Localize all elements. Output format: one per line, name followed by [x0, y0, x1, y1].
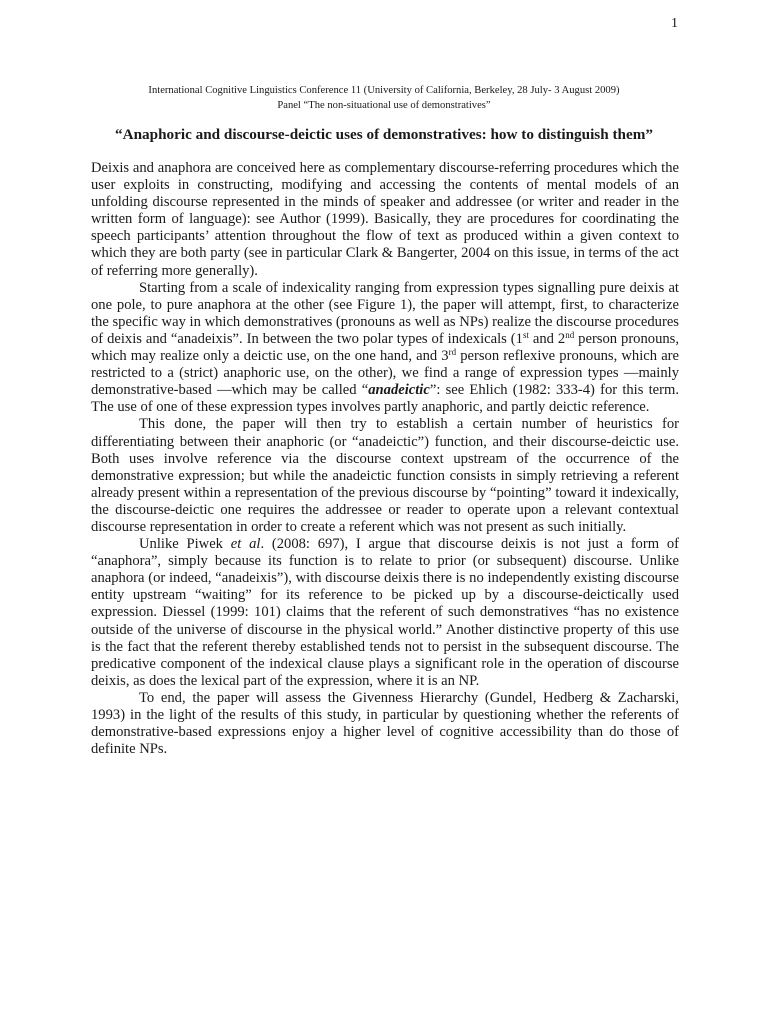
paragraph-1: Deixis and anaphora are conceived here as complementary discourse-referring procedures which the user exploits in constructing, modifying and accessing the contents of mental models of an unfolding discourse represented in the minds of speaker and addressee (or writer and reader in the written form of language): see Author (1999). Basically, they are procedures for coordinating the speech participants’ attention throughout the flow of text as produced within a given context to which they are both party (see in particular Clark & Bangerter, 2004 on this issue, in terms of the act of referring more generally). — [91, 160, 679, 279]
paragraph-2-text: Starting from a scale of indexicality ranging from expression types signalling pure deixis at one pole, to pure anaphora at the other (see Figure 1), the paper will attempt, first, to characterize the specific way in which demonstratives (pronouns as well as NPs) realize the discourse procedures of deixis and “anadeixis”. In between the two polar types of indexicals (1 — [91, 279, 679, 347]
citation-et-al: et al — [230, 536, 261, 553]
paragraph-2-text: person pronouns, which may realize only a deictic use, on the one hand, and 3 — [91, 330, 679, 365]
paper-title: “Anaphoric and discourse-deictic uses of demonstratives: how to distinguish them” — [115, 126, 653, 143]
paragraph-4-text: Unlike Piwek — [139, 536, 231, 553]
ordinal-suffix: rd — [448, 347, 457, 358]
conference-header — [0, 84, 768, 113]
ordinal-suffix: st — [522, 329, 529, 340]
conference-name: International Cognitive Linguistics Conference 11 (University of California, Berkeley, 28 July- 3 August 2009) — [148, 85, 620, 96]
term-anadeictic: anadeictic — [368, 382, 430, 399]
paragraph-4-text: . (2008: 697), I argue that discourse deixis is not just a form of “anaphora”, simply because its function is to relate to prior (or subsequent) discourse. Unlike anaphora (or indeed, “anadeixis”), with discourse deixis there is no independently existing discourse entity upstream “waiting” for its reference to be picked up by a discourse-deictically used expression. Diessel (1999: 101) claims that the referent of such demonstratives “has no existence outside of the universe of discourse in the physical world.” Another distinctive property of this use is the fact that the referent thereby established tends not to persist in the subsequent discourse. The predicative component of the indexical clause plays a significant role in the operation of discourse deixis, as does the lexical part of the expression, where it is an NP. — [91, 536, 679, 689]
paragraph-2-text: and 2 — [528, 330, 566, 347]
paragraph-4 — [91, 536, 679, 690]
paragraph-3: This done, the paper will then try to establish a certain number of heuristics for differentiating between their anaphoric (or “anadeictic”) function, and their discourse-deictic use. Both uses involve reference via the discourse context upstream of the occurrence of the demonstrative expression; but while the anadeictic function consists in simply retrieving a referent already present within a representation of the previous discourse by “pointing” toward it indexically, the discourse-deictic one requires the addressee or reader to operate upon a relevant contextual discourse representation in order to create a referent which was not present as such initially. — [91, 416, 679, 535]
panel-name: Panel “The non-situational use of demonstratives” — [277, 99, 491, 111]
ordinal-suffix: nd — [565, 329, 575, 340]
page-number: 1 — [671, 16, 678, 31]
paragraph-2-text: ”: see Ehlich (1982: 333-4) for this term. The use of one of these expression types involves partly anaphoric, and partly deictic reference. — [91, 382, 679, 416]
paragraph-5: To end, the paper will assess the Givenness Hierarchy (Gundel, Hedberg & Zacharski, 1993) in the light of the results of this study, in particular by questioning whether the referents of demonstrative-based expressions enjoy a higher level of cognitive accessibility than do those of definite NPs. — [91, 689, 679, 758]
paragraph-2-text: person reflexive pronouns, which are restricted to a (strict) anaphoric use, on the other), we find a range of expression types —mainly demonstrative-based —which may be called “ — [91, 348, 680, 399]
paragraph-2 — [91, 280, 679, 417]
body-text — [91, 160, 679, 758]
